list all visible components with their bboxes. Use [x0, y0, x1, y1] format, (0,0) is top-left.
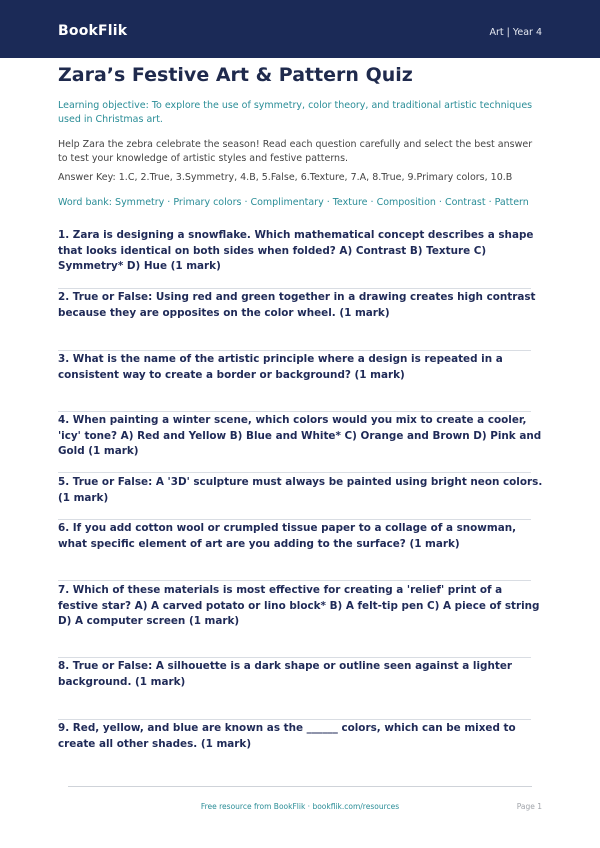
question-4: 4. When painting a winter scene, which colors would you mix to create a cooler, 'icy' tone? A) Red and Yellow B) Blue and White* C) Orange and Brown D) Pink and Gold (1 mark)	[58, 414, 542, 457]
word-bank: Word bank: Symmetry · Primary colors · Complimentary · Texture · Composition · Contrast · Pattern	[58, 197, 529, 208]
question-3: 3. What is the name of the artistic principle where a design is repeated in a consistent way to create a border or background? (1 mark)	[58, 353, 503, 381]
page-number: Page 1	[516, 802, 542, 811]
question-6: 6. If you add cotton wool or crumpled tissue paper to a collage of a snowman, what specific element of art are you adding to the surface? (1 mark)	[58, 522, 517, 550]
answer-line-8	[58, 719, 531, 720]
answer-line-7	[58, 657, 531, 658]
answer-line-4	[58, 472, 531, 473]
question-7: 7. Which of these materials is most effective for creating a 'relief' print of a festive star? A) A carved potato or lino block* B) A felt-tip pen C) A piece of string D) A computer screen (1 mark)	[58, 584, 540, 627]
footer-resource-link[interactable]: Free resource from BookFlik · bookflik.com/resources	[200, 802, 400, 811]
brand-logo-text[interactable]: BookFlik	[58, 23, 128, 39]
page-title: Zara’s Festive Art & Pattern Quiz	[58, 64, 413, 86]
question-2: 2. True or False: Using red and green together in a drawing creates high contrast because they are opposites on the color wheel. (1 mark)	[58, 291, 536, 319]
question-5: 5. True or False: A '3D' sculpture must always be painted using bright neon colors. (1 mark)	[58, 476, 543, 504]
answer-line-3	[58, 411, 531, 412]
question-9: 9. Red, yellow, and blue are known as the ______ colors, which can be mixed to create all other shades. (1 mark)	[58, 722, 516, 750]
answer-line-6	[58, 580, 531, 581]
answer-line-1	[58, 288, 531, 289]
footer-divider	[68, 786, 532, 787]
learning-objective: Learning objective: To explore the use of symmetry, color theory, and traditional artistic techniques used in Christmas art.	[58, 100, 533, 125]
page-header	[0, 0, 600, 58]
subject-year-label: Art | Year 4	[489, 27, 542, 38]
intro-text: Help Zara the zebra celebrate the season! Read each question carefully and select the best answer to test your knowledge of artistic styles and festive patterns.	[58, 139, 533, 164]
question-1: 1. Zara is designing a snowflake. Which mathematical concept describes a shape that looks identical on both sides when folded? A) Contrast B) Texture C) Symmetry* D) Hue (1 mark)	[58, 229, 534, 272]
answer-line-5	[58, 519, 531, 520]
answer-key: Answer Key: 1.C, 2.True, 3.Symmetry, 4.B, 5.False, 6.Texture, 7.A, 8.True, 9.Primary colors, 10.B	[58, 172, 513, 183]
answer-line-2	[58, 350, 531, 351]
question-8: 8. True or False: A silhouette is a dark shape or outline seen against a lighter background. (1 mark)	[58, 660, 512, 688]
